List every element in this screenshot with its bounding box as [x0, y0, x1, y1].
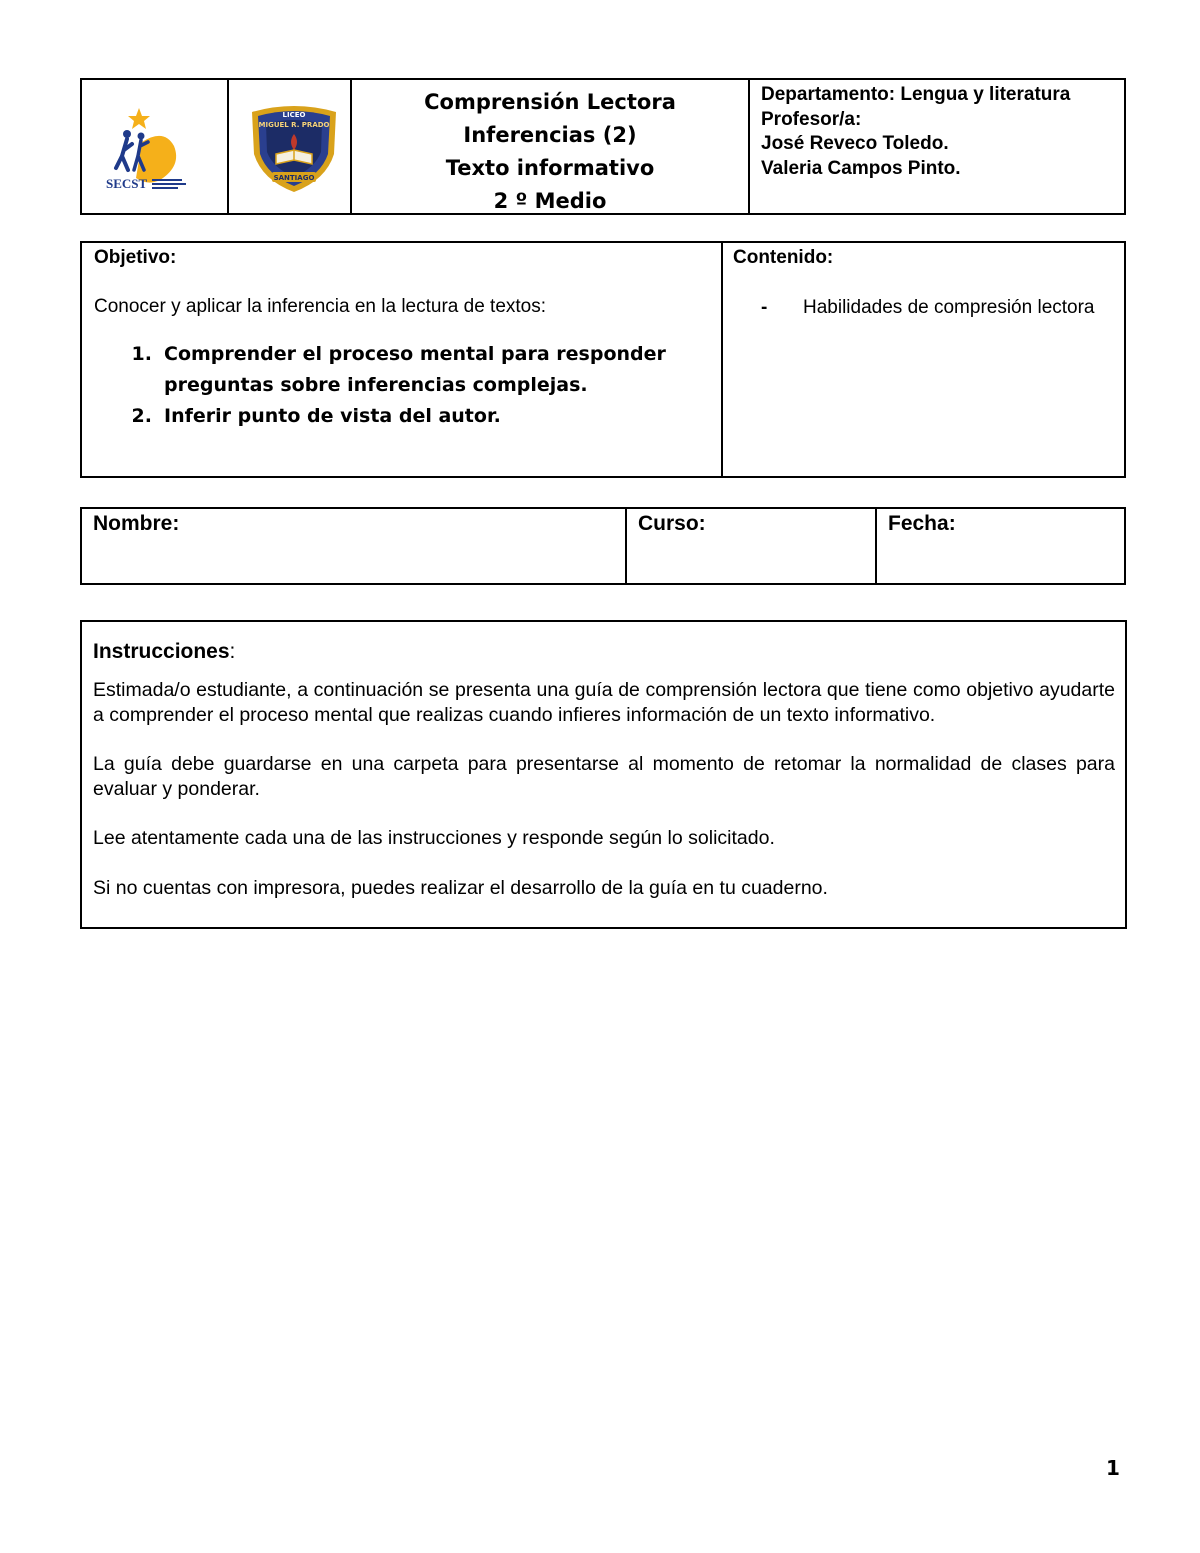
content-cell [723, 243, 1124, 476]
page-number: 1 [1106, 1456, 1120, 1480]
list-item-text: Inferir punto de vista del autor. [164, 405, 501, 427]
star-icon [128, 108, 150, 129]
title-line-3: Texto informativo [445, 156, 655, 180]
list-item [94, 401, 721, 432]
content-label: Contenido: [733, 247, 834, 268]
title-line-1: Comprensión Lectora [424, 90, 676, 114]
student-info-table [80, 507, 1126, 585]
secst-logo-cell [82, 80, 229, 213]
liceo-top-text: LICEO [282, 111, 306, 119]
liceo-bottom-text: SANTIAGO [273, 174, 315, 182]
secst-logo [102, 104, 212, 194]
liceo-name-text: MIGUEL R. PRADO [258, 121, 330, 129]
objective-label: Objetivo: [94, 247, 177, 268]
course-label: Curso: [638, 512, 706, 535]
name-label: Nombre: [93, 512, 180, 535]
teacher-label: Profesor/a: [761, 108, 862, 130]
teacher-name-1: José Reveco Toledo. [761, 133, 949, 154]
content-list [733, 295, 1124, 320]
list-item-number: 2. [131, 405, 152, 427]
department-text: Departamento: Lengua y literatura [761, 84, 1071, 105]
list-item [733, 295, 1124, 320]
name-field[interactable] [82, 509, 627, 583]
date-label: Fecha: [888, 512, 956, 535]
instructions-paragraph: La guía debe guardarse en una carpeta para presentarse al momento de retomar la normalidad de clases para evaluar y ponderar. [93, 753, 1115, 800]
objective-intro: Conocer y aplicar la inferencia en la lectura de textos: [94, 296, 547, 317]
list-item-number: 1. [131, 343, 152, 365]
instructions-paragraph: Si no cuentas con impresora, puedes realizar el desarrollo de la guía en tu cuaderno. [93, 876, 828, 899]
instructions-title-text: Instrucciones [93, 640, 230, 663]
instructions-paragraph: Lee atentamente cada una de las instrucciones y responde según lo solicitado. [93, 827, 775, 849]
list-item-text: Habilidades de compresión lectora [803, 297, 1095, 318]
teacher-name-2: Valeria Campos Pinto. [761, 157, 961, 179]
list-bullet: - [761, 297, 768, 318]
secst-logo-text: SECST [106, 176, 148, 191]
course-field[interactable] [627, 509, 877, 583]
list-item-text: Comprender el proceso mental para responder preguntas sobre inferencias complejas. [164, 343, 666, 396]
liceo-crest-logo [246, 102, 342, 194]
instructions-title [93, 638, 1115, 666]
objective-table [80, 241, 1126, 478]
objective-cell [82, 243, 723, 476]
date-field[interactable] [877, 509, 1124, 583]
instructions-paragraph: Estimada/o estudiante, a continuación se presenta una guía de comprensión lectora que tiene como objetivo ayudarte a comprender el proceso mental que realizas cuando infieres información de un texto informativo. [93, 679, 1115, 726]
list-item [94, 339, 721, 401]
title-cell [352, 80, 750, 213]
liceo-logo-cell [229, 80, 352, 213]
department-cell [750, 80, 1124, 213]
instructions-box [80, 620, 1127, 929]
title-line-4: 2 º Medio [493, 189, 607, 213]
header-table [80, 78, 1126, 215]
title-line-2: Inferencias (2) [463, 123, 637, 147]
instructions-title-colon: : [229, 640, 236, 663]
objective-list [94, 339, 721, 432]
